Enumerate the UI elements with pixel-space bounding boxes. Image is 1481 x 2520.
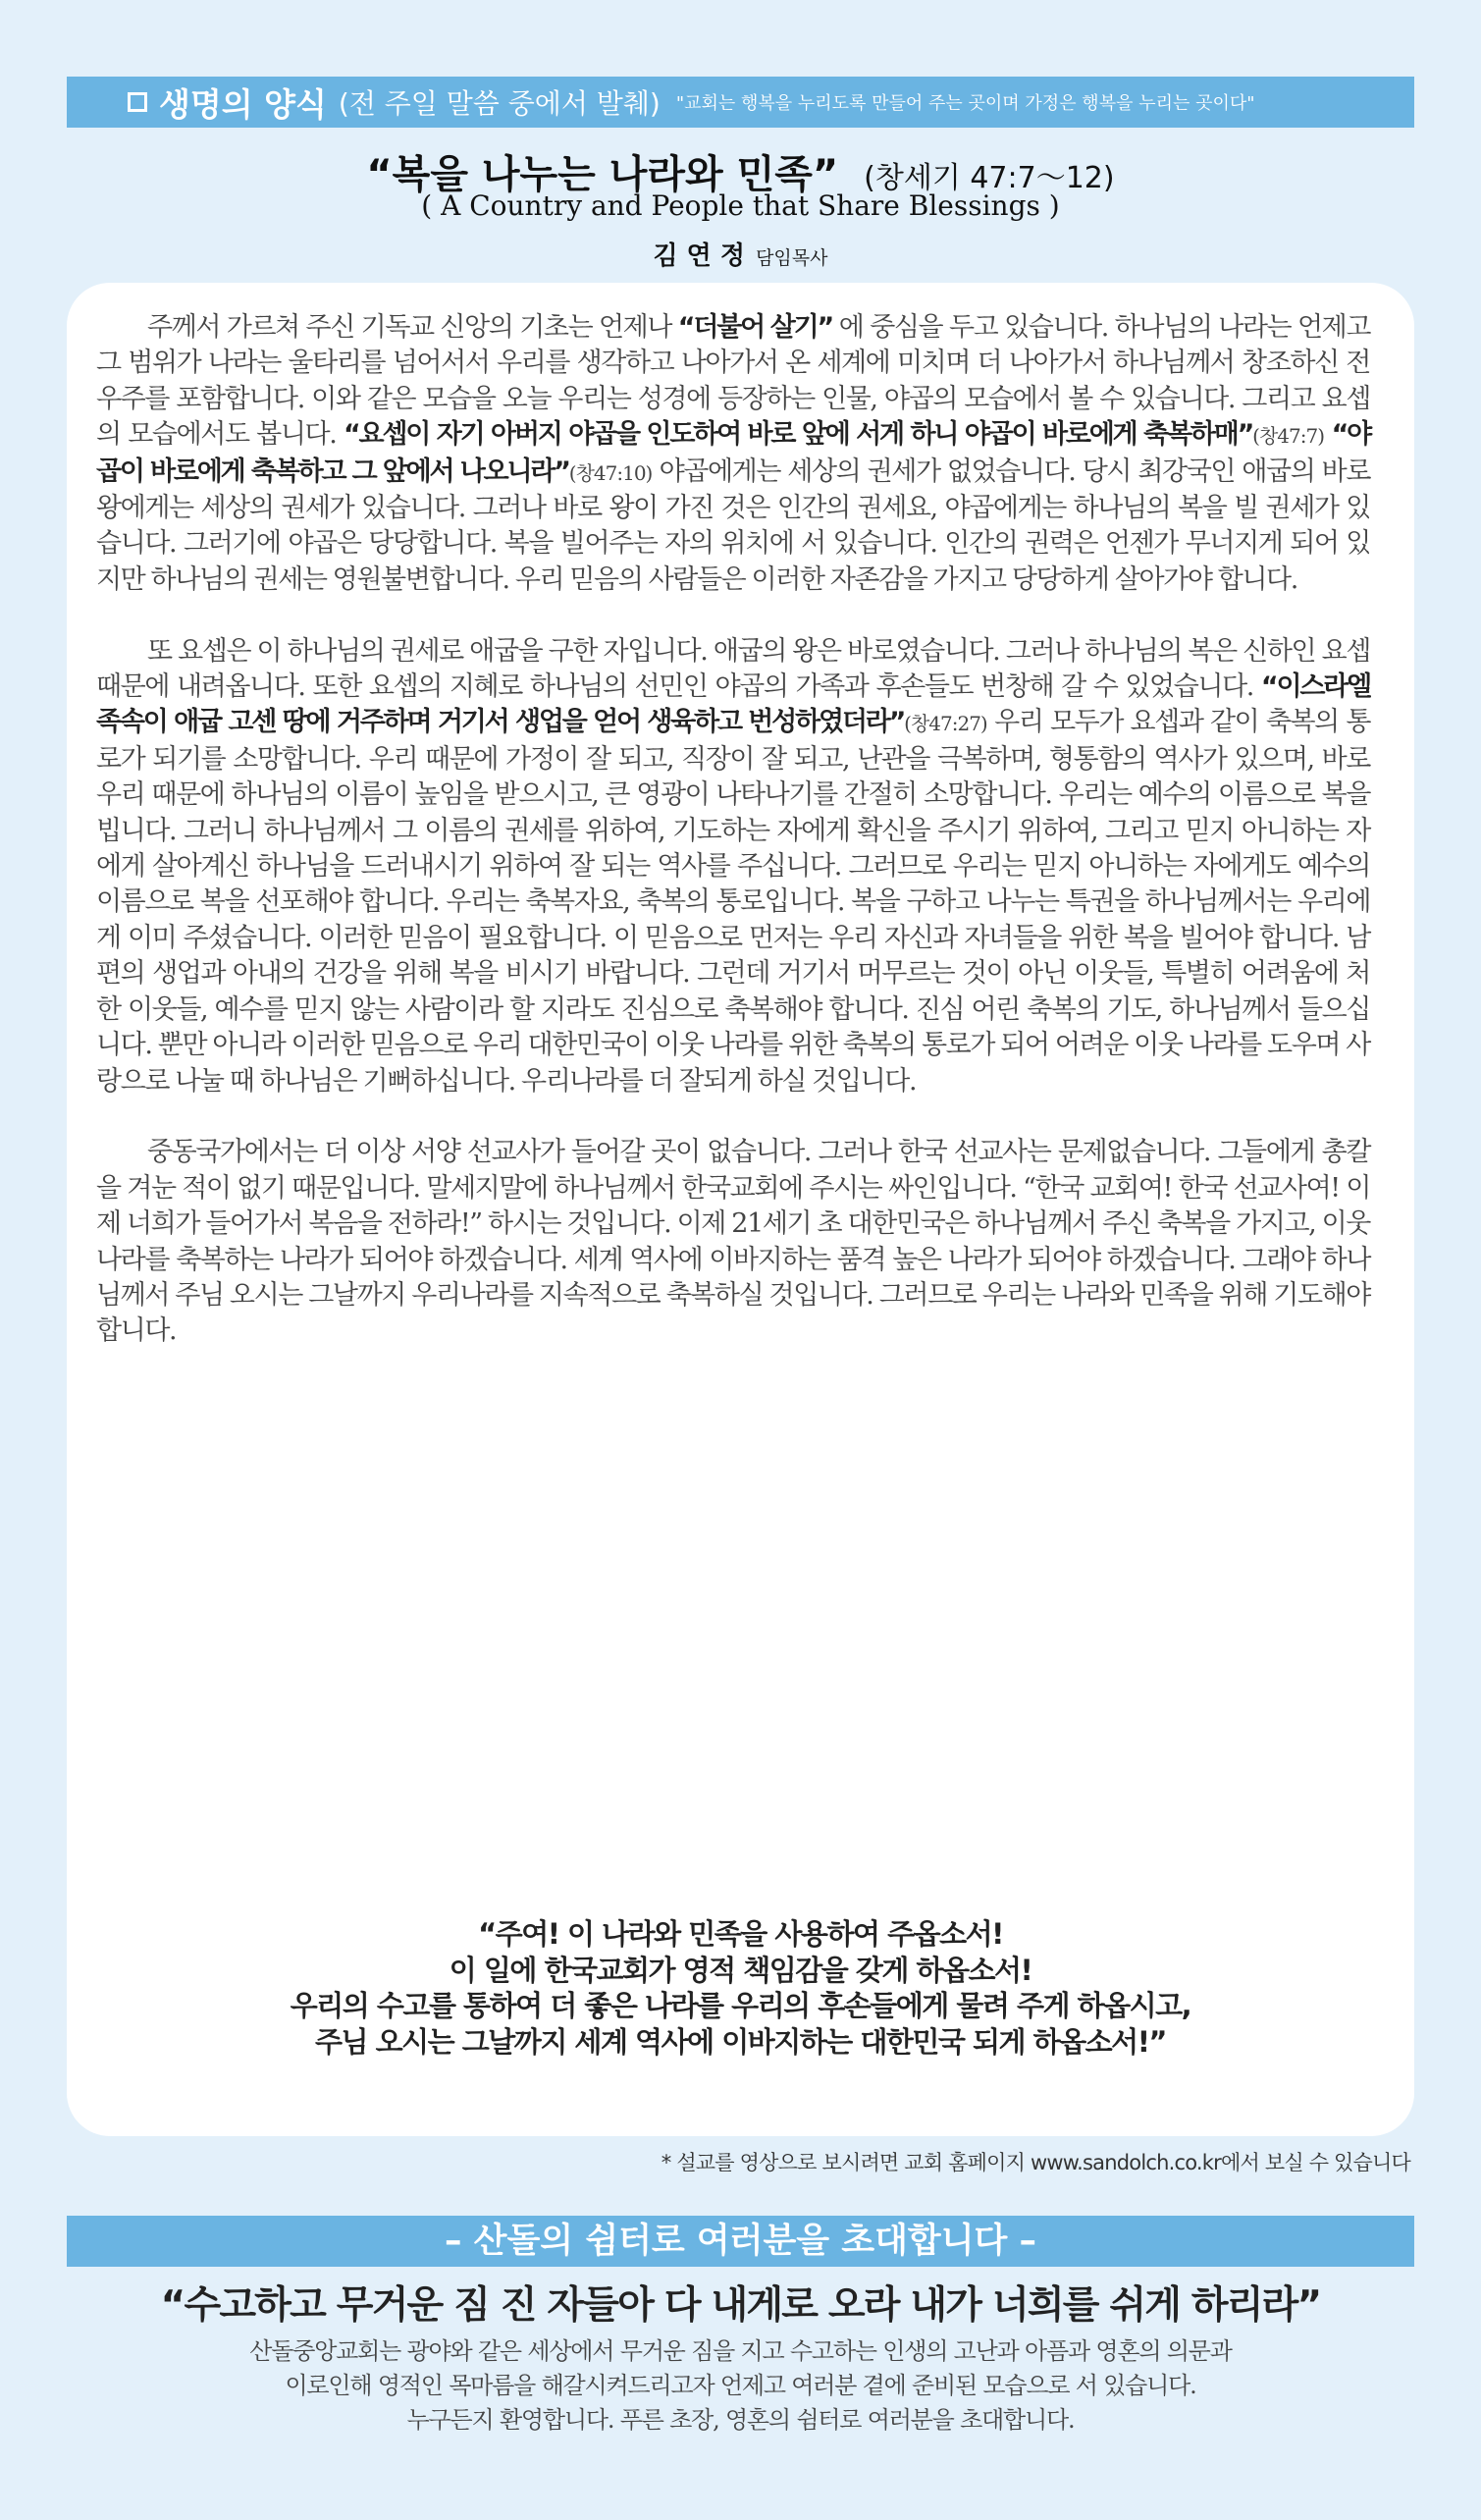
prayer-line: 주님 오시는 그날까지 세계 역사에 이바지하는 대한민국 되게 하옵소서!” xyxy=(315,2024,1166,2059)
sermon-title: “복을 나누는 나라와 민족” xyxy=(366,152,839,197)
prayer-line: 우리의 수고를 통하여 더 좋은 나라를 우리의 후손들에게 물려 주게 하옵시고, xyxy=(290,1989,1191,2022)
preacher xyxy=(0,236,1481,272)
video-footnote: * 설교를 영상으로 보시려면 교회 홈페이지 www.sandolch.co.kr에서 보실 수 있습니다 xyxy=(661,2151,1410,2174)
body-text: 중동국가에서는 더 이상 서양 선교사가 들어갈 곳이 없습니다. 그러나 한국 선교사는 문제없습니다. 그들에게 총칼을 겨눈 적이 없기 때문입니다. 말세지말에 하나님께서 한국교회에 주시는 싸인입니다. “한국 교회여! 한국 선교사여! 이제 너희가 들어가서 복음을 전하라!” 하시는 것입니다. 이제 21세기 초 대한민국은 하나님께서 주신 축복을 가지고, 이웃 나라를 축복하는 나라가 되어야 하겠습니다. 세계 역사에 이바지하는 품격 높은 나라가 되어야 하겠습니다. 그래야 하나님께서 주님 오시는 그날까지 우리나라를 지속적으로 축복하실 것입니다. 그러므로 우리는 나라와 민족을 위해 기도해야 합니다. xyxy=(96,1137,1370,1347)
section-header-bar xyxy=(67,77,1414,128)
scripture-quote: “이스라엘 족속이 애굽 고센 땅에 거주하며 거기서 생업을 얻어 생육하고 번성하였더라” xyxy=(96,671,1370,738)
body-text: 주께서 가르쳐 주신 기독교 신앙의 기초는 언제나 xyxy=(147,312,678,343)
body-text: 야곱에게는 세상의 권세가 없었습니다. 당시 최강국인 애굽의 바로 왕에게는 세상의 권세가 있습니다. 그러나 바로 왕이 가진 것은 인간의 권세요, 야곱에게는 하나님의 복을 빌 권세가 있습니다. 그러기에 야곱은 당당합니다. 복을 빌어주는 자의 위치에 서 있습니다. 인간의 권력은 언젠가 무너지게 되어 있지만 하나님의 권세는 영원불변합니다. 우리 믿음의 사람들은 이러한 자존감을 가지고 당당하게 살아가야 합니다. xyxy=(96,456,1371,595)
body-text xyxy=(1324,419,1332,450)
scripture-quote: “요셉이 자기 아버지 야곱을 인도하여 바로 앞에 서게 하니 야곱이 바로에게 축복하매” xyxy=(343,419,1253,451)
sermon-paragraph xyxy=(96,634,1370,1099)
prayer-line: “주여! 이 나라와 민족을 사용하여 주옵소서! xyxy=(478,1917,1003,1951)
emphasis-text: “더불어 살기” xyxy=(677,312,833,343)
sermon-paragraph xyxy=(96,1135,1370,1349)
invite-line: 이로인해 영적인 목마름을 해갈시켜드리고자 언제고 여러분 곁에 준비된 모습으로 서 있습니다. xyxy=(285,2372,1196,2399)
scripture-citation: (창47:27) xyxy=(904,712,987,736)
invite-title: “수고하고 무거운 짐 진 자들아 다 내게로 오라 내가 너희를 쉬게 하리라” xyxy=(160,2283,1321,2328)
preacher-name: 김 연 정 xyxy=(653,241,745,271)
english-title: ( A Country and People that Share Blessings ) xyxy=(421,189,1060,222)
scripture-citation: (창47:7) xyxy=(1252,424,1325,449)
invite-line: 누구든지 환영합니다. 푸른 초장, 영혼의 쉼터로 여러분을 초대합니다. xyxy=(406,2406,1075,2434)
scripture-reference: (창세기 47:7～12) xyxy=(864,161,1115,195)
body-text: 우리 모두가 요셉과 같이 축복의 통로가 되기를 소망합니다. 우리 때문에 가정이 잘 되고, 직장이 잘 되고, 난관을 극복하며, 형통함의 역사가 있으며, 바로 우리 때문에 하나님의 이름이 높임을 받으시고, 큰 영광이 나타나기를 간절히 소망합니다. 우리는 예수의 이름으로 복을 빕니다. 그러니 하나님께서 그 이름의 권세를 위하여, 기도하는 자에게 확신을 주시기 위하여, 그리고 믿지 아니하는 자에게 살아계신 하나님을 드러내시기 위하여 잘 되는 역사를 주십니다. 그러므로 우리는 믿지 아니하는 자에게도 예수의 이름으로 복을 선포해야 합니다. 우리는 축복자요, 축복의 통로입니다. 복을 구하고 나누는 특권을 하나님께서는 우리에게 이미 주셨습니다. 이러한 믿음이 필요합니다. 이 믿음으로 먼저는 우리 자신과 자녀들을 위한 복을 빌어야 합니다. 남편의 생업과 아내의 건강을 위해 복을 비시기 바랍니다. 그런데 거기서 머무르는 것이 아닌 이웃들, 특별히 어려움에 처한 이웃들, 예수를 믿지 않는 사람이라 할 지라도 진심으로 축복해야 합니다. 진심 어린 축복의 기도, 하나님께서 들으십니다. 뿐만 아니라 이러한 믿음으로 우리 대한민국이 이웃 나라를 위한 축복의 통로가 되어 어려운 이웃 나라를 도우며 사랑으로 나눌 때 하나님은 기뻐하십니다. 우리나라를 더 잘되게 하실 것입니다. xyxy=(96,707,1370,1097)
preacher-role: 담임목사 xyxy=(756,247,828,269)
scripture-citation: (창47:10) xyxy=(568,460,653,485)
body-text: 에 중심을 두고 있습니다. 하나님의 나라는 언제고 그 범위가 나라는 울타리를 넘어서서 우리를 생각하고 나아가서 온 세계에 미치며 더 나아가서 하나님께서 창조하신 전 우주를 포함합니다. 이와 같은 모습을 오늘 우리는 성경에 등장하는 인물, 야곱의 모습에서 볼 수 있습니다. 그리고 요셉의 모습에서도 봅니다. xyxy=(96,312,1371,451)
prayer-block xyxy=(67,1916,1414,2060)
sermon-paragraph xyxy=(96,310,1370,598)
checkbox-icon xyxy=(128,92,147,112)
invite-text xyxy=(0,2334,1481,2438)
prayer-line: 이 일에 한국교회가 영적 책임감을 갖게 하옵소서! xyxy=(449,1953,1032,1987)
scripture-quote: “야곱이 바로에게 축복하고 그 앞에서 나오니라” xyxy=(96,419,1370,487)
section-title: 생명의 양식 xyxy=(159,84,327,124)
invite-banner: – 산돌의 쉼터로 여러분을 초대합니다 – xyxy=(67,2216,1414,2267)
sermon-body xyxy=(96,310,1370,1385)
body-text: 또 요셉은 이 하나님의 권세로 애굽을 구한 자입니다. 애굽의 왕은 바로였습니다. 그러나 하나님의 복은 신하인 요셉 때문에 내려옵니다. 또한 요셉의 지혜로 하나님의 선민인 야곱의 가족과 후손들도 번창해 갈 수 있었습니다. xyxy=(96,635,1370,703)
section-subtitle: (전 주일 말씀 중에서 발췌) xyxy=(338,87,661,120)
invite-line: 산돌중앙교회는 광야와 같은 세상에서 무거운 짐을 지고 수고하는 인생의 고난과 아픔과 영혼의 의문과 xyxy=(249,2337,1232,2365)
section-quote: "교회는 행복을 누리도록 만들어 주는 곳이며 가정은 행복을 누리는 곳이다" xyxy=(675,93,1255,114)
